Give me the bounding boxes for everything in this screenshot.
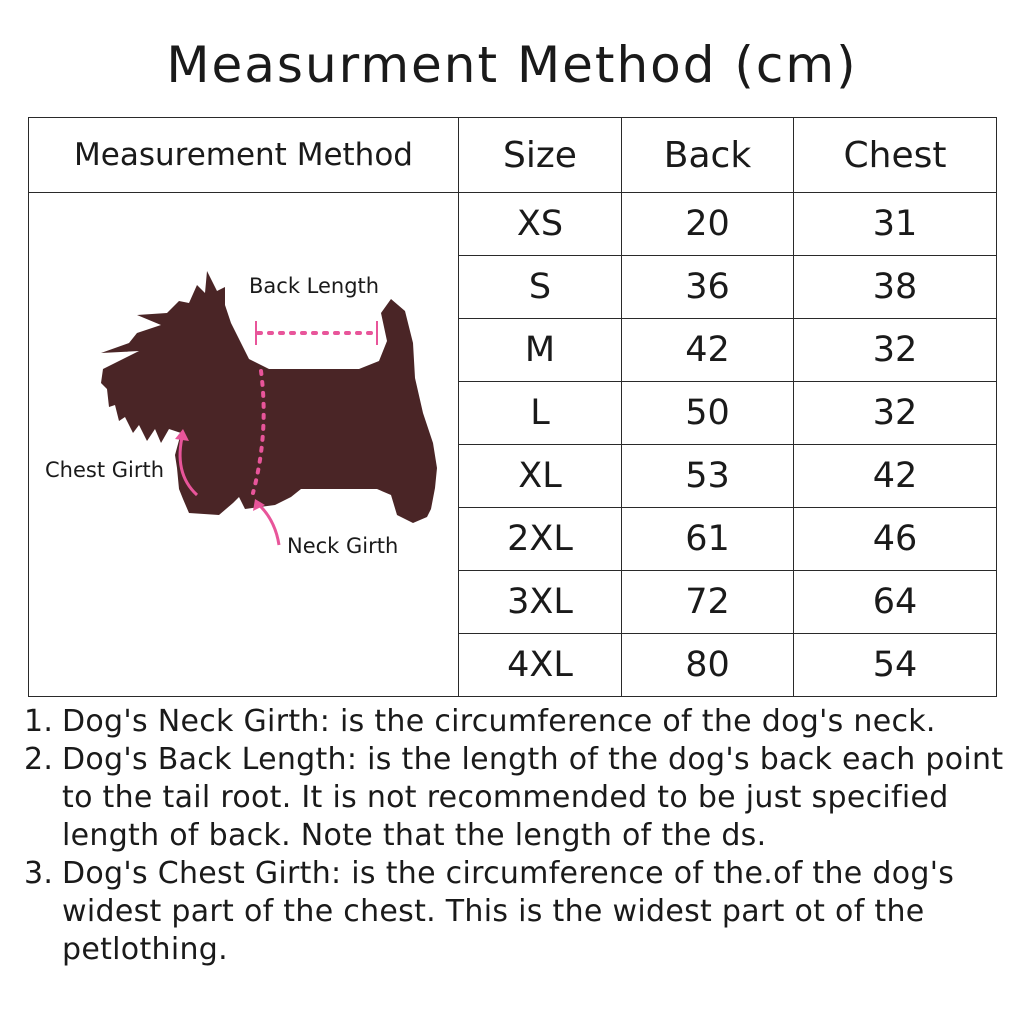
chest-cell: 32 [794,319,997,382]
measurement-notes [24,703,1014,969]
size-cell: 2XL [459,508,622,571]
chest-cell: 32 [794,382,997,445]
back-cell: 80 [622,634,794,697]
note-number: 1. [24,704,54,739]
chest-cell: 46 [794,508,997,571]
table-row [29,193,997,256]
dog-silhouette [101,271,437,523]
neck-girth-label: Neck Girth [287,534,399,558]
note-text: Dog's Chest Girth: is the circumference of the.of the dog's widest part of the chest. This is the widest part ot of the petlothing. [62,856,955,967]
back-cell: 36 [622,256,794,319]
list-item [24,741,1014,855]
size-cell: S [459,256,622,319]
header-chest: Chest [794,118,997,193]
list-item [24,703,1014,741]
measurement-diagram [29,193,459,697]
chest-girth-label: Chest Girth [45,458,165,482]
neck-girth-arrow [257,503,279,545]
note-number: 3. [24,856,54,891]
header-size: Size [459,118,622,193]
back-cell: 50 [622,382,794,445]
chest-cell: 31 [794,193,997,256]
back-cell: 61 [622,508,794,571]
back-cell: 42 [622,319,794,382]
list-item [24,855,1014,969]
size-cell: L [459,382,622,445]
note-number: 2. [24,742,54,777]
size-cell: 3XL [459,571,622,634]
chest-cell: 38 [794,256,997,319]
back-cell: 20 [622,193,794,256]
size-cell: 4XL [459,634,622,697]
page-title: Measurment Method (cm) [166,36,858,94]
chest-cell: 54 [794,634,997,697]
size-chart-table [28,117,997,697]
back-cell: 72 [622,571,794,634]
table-header-row [29,118,997,193]
header-back: Back [622,118,794,193]
size-cell: M [459,319,622,382]
chest-cell: 42 [794,445,997,508]
size-cell: XL [459,445,622,508]
back-length-label: Back Length [249,274,380,298]
note-text: Dog's Back Length: is the length of the dog's back each point to the tail root. It is not recommended to be just specified length of back. Note that the length of the ds. [62,742,1004,853]
note-text: Dog's Neck Girth: is the circumference of the dog's neck. [62,704,936,739]
dog-diagram [29,193,459,690]
header-measurement-method: Measurement Method [29,118,459,193]
chest-cell: 64 [794,571,997,634]
back-cell: 53 [622,445,794,508]
size-cell: XS [459,193,622,256]
